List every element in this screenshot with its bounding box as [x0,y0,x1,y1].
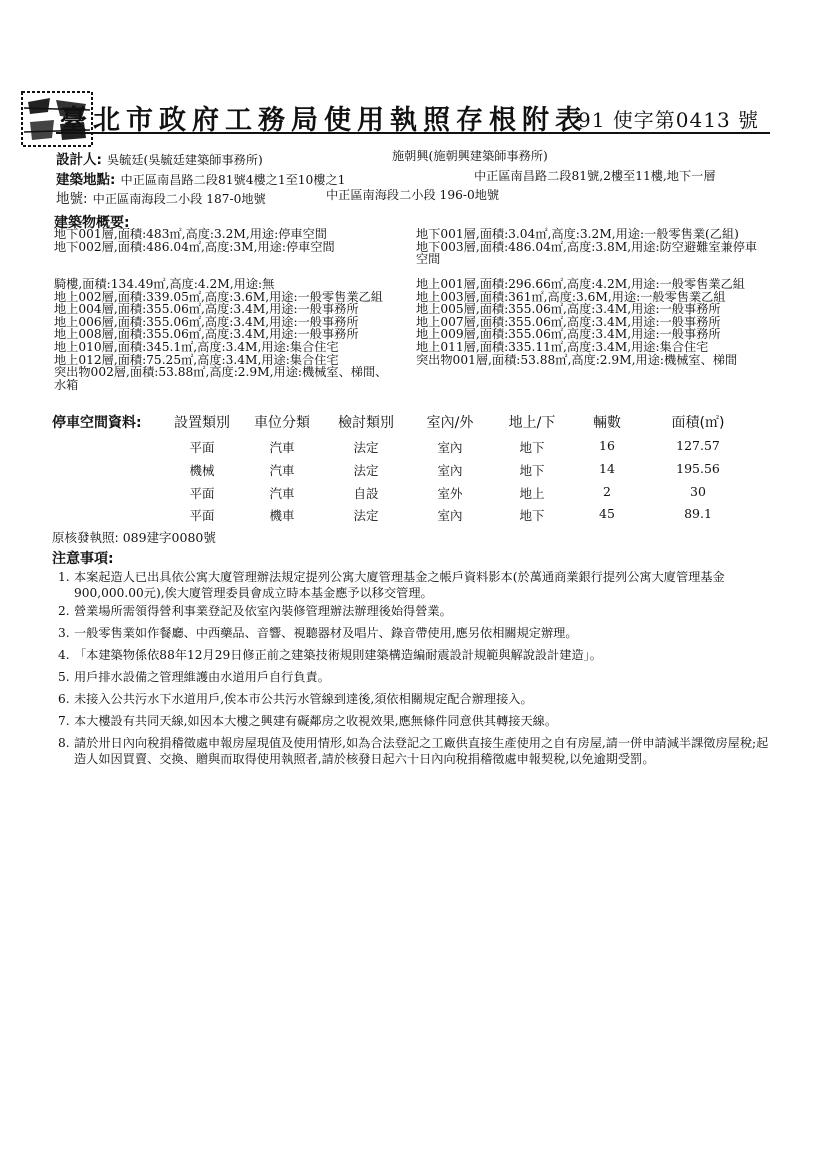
overview-line: 地上004層,面積:355.06㎡,高度:3.4M,用途:一般事務所 [54,302,359,317]
parking-cell-install-type: 平面 [189,440,215,455]
original-permit-label: 原核發執照: [52,530,119,545]
notes-label: 注意事項: [52,551,114,567]
parking-cell-indoor-outdoor: 室內 [437,463,463,478]
overview-line: 突出物001層,面積:53.88㎡,高度:2.9M,用途:機械室、梯間 [416,352,738,367]
parking-label: 停車空間資料: [52,415,142,431]
parking-cell-indoor-outdoor: 室內 [437,508,463,523]
parking-cell-install-type: 平面 [189,486,215,501]
overview-line: 地上006層,面積:355.06㎡,高度:3.4M,用途:一般事務所 [54,314,359,329]
parking-cell-review-type: 法定 [353,440,379,455]
note-item: 1. 本案起造人已出具依公寓大廈管理辦法規定提列公寓大廈管理基金之帳戶資料影本(於萬通商業銀行提列公寓大廈管理基金900,000.00元),俟大廈管理委員會成立時本基金應予以移交管理。 [58,570,725,600]
parking-header-space-type: 車位分類 [254,415,310,431]
overview-line: 地上011層,面積:335.11㎡,高度:3.4M,用途:集合住宅 [416,339,709,354]
overview-line: 地上010層,面積:345.1㎡,高度:3.4M,用途:集合住宅 [54,339,339,354]
parking-header-indoor-outdoor: 室內/外 [426,415,474,431]
parking-cell-install-type: 機械 [189,463,215,478]
note-item: 5. 用戶排水設備之管理維護由水道用戶自行負責。 [58,670,330,684]
overview-line: 騎樓,面積:134.49㎡,高度:4.2M,用途:無 [54,277,275,291]
overview-line: 突出物002層,面積:53.88㎡,高度:2.9M,用途:機械室、梯間、 [54,365,388,380]
lot-no-label: 地號: [56,191,88,207]
parking-cell-space-type: 機車 [269,508,295,523]
parking-cell-space-type: 汽車 [269,440,295,455]
original-permit-value: 089建字0080號 [122,530,216,545]
document-number: 91 使字第0413 號 [578,108,760,132]
overview-line: 空間 [416,252,441,267]
overview-right-top [416,228,757,266]
parking-cell-review-type: 自設 [353,486,379,501]
parking-cell-area: 127.57 [676,438,720,453]
note-item: 4. 「本建築物係依88年12月29日修正前之建築技術規則建築構造編耐震設計規範與解說設計建造」。 [58,648,602,662]
overview-right-main [416,278,745,366]
designer-value: 吳毓廷(吳毓廷建築師事務所) [107,153,263,167]
parking-cell-above-below: 地下 [519,463,545,478]
note-item: 8. 請於卅日內向稅捐稽徵處申報房屋現值及使用情形,如為合法登記之工廠供直接生產使用之自有房屋,請一併申請減半課徵房屋稅;起造人如因買賣、交換、贈與而取得使用執照者,請於核發日起六十日內向稅捐稽徵處申報契稅,以免逾期受罰。 [58,736,769,766]
parking-cell-count: 16 [599,438,615,453]
overview-left-main [54,278,387,391]
parking-cell-area: 89.1 [684,506,712,521]
parking-cell-count: 2 [603,484,611,499]
parking-cell-above-below: 地下 [519,440,545,455]
original-permit-row [52,528,216,546]
overview-line: 地上005層,面積:355.06㎡,高度:3.4M,用途:一般事務所 [416,302,721,317]
designer-row [56,148,263,168]
site-address-row [56,168,345,188]
lot-no-row [56,187,266,207]
site-address-value: 中正區南昌路二段81號4樓之1至10樓之1 [120,173,346,187]
parking-header-install-type: 設置類別 [174,415,230,431]
overview-line: 地上009層,面積:355.06㎡,高度:3.4M,用途:一般事務所 [416,327,721,342]
overview-line: 地上001層,面積:296.66㎡,高度:4.2M,用途:一般零售業乙組 [416,277,745,291]
overview-line: 地上008層,面積:355.06㎡,高度:3.4M,用途:一般事務所 [54,327,359,342]
overview-line: 地下002層,面積:486.04㎡,高度:3M,用途:停車空間 [54,239,335,254]
parking-cell-space-type: 汽車 [269,463,295,478]
parking-cell-count: 14 [599,461,615,476]
parking-cell-indoor-outdoor: 室外 [437,486,463,501]
note-item: 6. 未接入公共污水下水道用戶,俟本市公共污水管線到達後,須依相關規定配合辦理接入。 [58,692,533,706]
note-item: 3. 一般零售業如作餐廳、中西藥品、音響、視聽器材及唱片、錄音帶使用,應另依相關規定辦理。 [58,626,578,640]
parking-cell-indoor-outdoor: 室內 [437,440,463,455]
overview-line: 水箱 [54,377,79,392]
note-item: 7. 本大樓設有共同天線,如因本大樓之興建有礙鄰房之收視效果,應無條件同意供其轉接天線。 [58,714,558,728]
page-title: 臺北市政府工務局使用執照存根附表 [60,105,588,136]
parking-header-area: 面積(㎡) [671,415,725,431]
parking-cell-review-type: 法定 [353,463,379,478]
overview-left-top [54,228,335,253]
parking-cell-area: 30 [690,484,706,499]
parking-cell-area: 195.56 [676,461,720,476]
overview-label: 建築物概要: [54,215,130,231]
parking-cell-install-type: 平面 [189,508,215,523]
overview-line: 地上007層,面積:355.06㎡,高度:3.4M,用途:一般事務所 [416,314,721,329]
note-item: 2. 營業場所需領得營利事業登記及依室內裝修管理辦法辦理後始得營業。 [58,604,452,618]
builder-value: 施朝興(施朝興建築師事務所) [392,149,548,163]
site-address-value-2: 中正區南昌路二段81號,2樓至11樓,地下一層 [474,169,716,183]
overview-line: 地下001層,面積:483㎡,高度:3.2M,用途:停車空間 [54,227,327,241]
overview-line: 地下001層,面積:3.04㎡,高度:3.2M,用途:一般零售業(乙組) [416,227,739,241]
parking-header-above-below: 地上/下 [508,415,556,431]
overview-line: 地上002層,面積:339.05㎡,高度:3.6M,用途:一般零售業乙組 [54,289,383,304]
site-address-label: 建築地點: [56,172,116,188]
lot-no-value: 中正區南海段二小段 187-0地號 [92,192,266,206]
title-underline [56,132,770,134]
parking-header-review-type: 檢討類別 [338,415,394,431]
parking-cell-space-type: 汽車 [269,486,295,501]
parking-cell-above-below: 地上 [519,486,545,501]
overview-line: 地下003層,面積:486.04㎡,高度:3.8M,用途:防空避難室兼停車 [416,239,758,254]
parking-header-count: 輛數 [593,415,621,431]
designer-label: 設計人: [56,152,102,168]
overview-line: 地上003層,面積:361㎡,高度:3.6M,用途:一般零售業乙組 [416,289,726,304]
parking-cell-above-below: 地下 [519,508,545,523]
parking-cell-review-type: 法定 [353,508,379,523]
parking-cell-count: 45 [599,506,615,521]
overview-line: 地上012層,面積:75.25㎡,高度:3.4M,用途:集合住宅 [54,352,339,367]
lot-no-value-2: 中正區南海段二小段 196-0地號 [326,188,500,202]
